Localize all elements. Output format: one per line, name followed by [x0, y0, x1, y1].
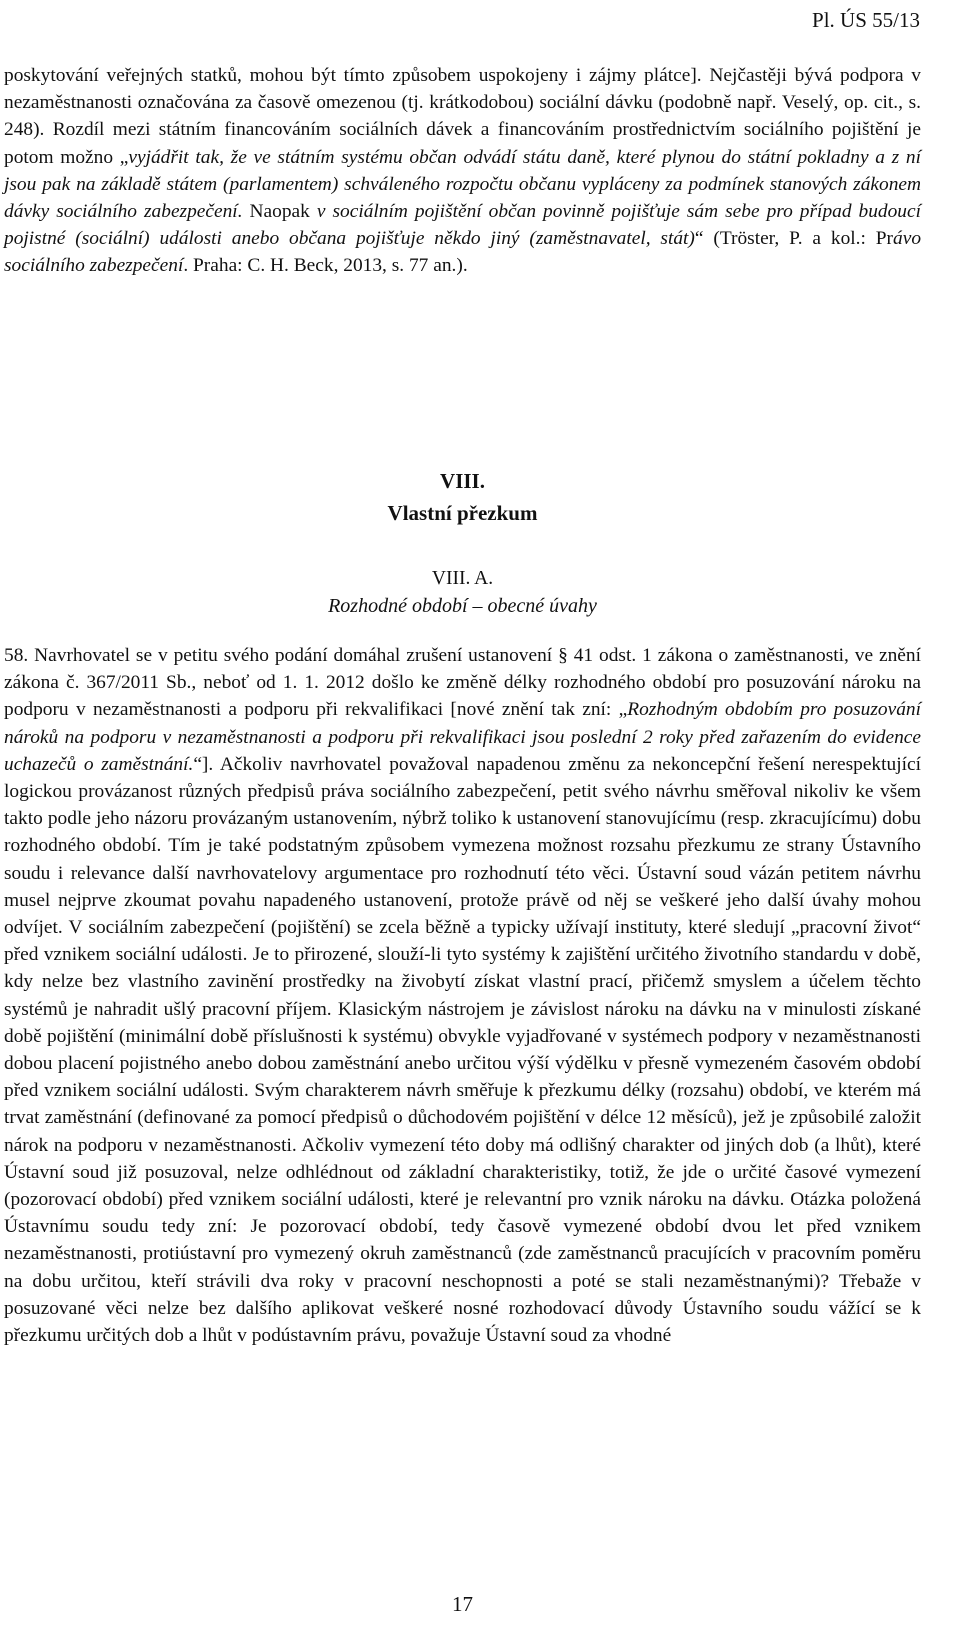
intro-text-2: Naopak [242, 201, 317, 223]
subsection-number: VIII. A. [431, 568, 494, 589]
subsection-title: Rozhodné období – obecné úvahy [328, 595, 597, 617]
intro-book-title: ávo sociálního zabezpečení [4, 228, 922, 277]
paragraph-58-text-1: 58. Navrhovatel se v petitu svého podání domáhal zrušení ustanovení § 41 odst. 1 zákona o zaměstnanosti, ve znění zákona č. 367/2011 Sb., neboť od 1. 1. 2012 došlo ke změně délky rozhodného období pro posuzování nároku na podporu v nezaměstnanosti a podporu při rekvalifikaci [nové znění tak zní: „ [4, 645, 921, 721]
intro-text-3: “ (Tröster, P. a kol.: Pr [694, 228, 894, 250]
intro-text-4: . Praha: C. H. Beck, 2013, s. 77 an.). [183, 255, 468, 277]
page-number: 17 [452, 1592, 473, 1616]
section-title: Vlastní přezkum [387, 501, 538, 525]
intro-text-1: poskytování veřejných statků, mohou být tímto způsobem uspokojeny i zájmy plátce]. Nejčastěji bývá podpora v nezaměstnanosti označována za časově omezenou (tj. krátkodobou) sociální dávku (podobně např. Veselý, op. cit., s. 248). Rozdíl mezi státním financováním sociálních dávek a financováním prostřednictvím sociálního pojištění je potom možno „ [4, 65, 921, 168]
paragraph-58-quote: Rozhodným obdobím pro posuzování nároků na podporu v nezaměstnanosti a podporu při rekvalifikaci jsou poslední 2 roky před zařazením do evidence uchazečů o zaměstnání. [4, 699, 921, 775]
section-number: VIII. [440, 469, 485, 493]
paragraph-58-text-2: “]. Ačkoliv navrhovatel považoval napadenou změnu za nekoncepční řešení nerespektující logickou provázanost různých předpisů práva sociálního zabezpečení, petit svého návrhu směřoval nikoliv ke všem takto podle jeho názoru provázaným ustanovením, nýbrž toliko k ustanovení stanovujícímu (resp. zkracujícímu) dobu rozhodného období. Tím je také podstatným způsobem vymezena možnost rozsahu přezkumu ze strany Ústavního soudu i relevance další navrhovatelovy argumentace pro rozhodnutí této věci. Ústavní soud vázán petitem návrhu musel nejprve zkoumat povahu napadeného ustanovení, protože právě od něj se veškeré jeho další úvahy mohou odvíjet. V sociálním zabezpečení (pojištění) se zcela běžně a typicky užívají instituty, které sledují „pracovní život“ před vznikem sociální události. Je to přirozené, slouží-li tyto systémy k zajištění určitého životního standardu v době, kdy nelze bez vlastního zavinění prostředky na živobytí získat vlastní prací, přičemž smyslem a účelem těchto systémů je nahradit ušlý pracovní příjem. Klasickým nástrojem je závislost nároku na dávku na v minulosti získané době pojištění (minimální době příslušnosti k systému) obvykle vyjadřované v systémech podpory v nezaměstnanosti dobou placení pojistného anebo dobou zaměstnání anebo určitou výší výdělku v přesně vymezeném časovém období před vznikem sociální události. Svým charakterem návrh směřuje k přezkumu délky (rozsahu) období, ve kterém má trvat zaměstnání (definované za pomocí předpisů o důchodovém pojištění v délce 12 měsíců), jež je způsobilé založit nárok na podporu v nezaměstnanosti. Ačkoliv vymezení této doby má odlišný charakter od jiných dob (a lhůt), které Ústavní soud již posuzoval, nelze odhlédnout od základní charakteristiky, totiž, že jde o určité časové vymezení (pozorovací období) před vznikem sociální události, které je relevantní pro vznik nároku na dávku. Otázka položená Ústavnímu soudu tedy zní: Je pozorovací období, tedy časově vymezené období dvou let před vznikem nezaměstnanosti, protiústavní pro vymezený okruh zaměstnanců (zde zaměstnanců pracujících v pracovním poměru na dobu určitou, kteří strávili dva roky v pracovní neschopnosti a poté se stali nezaměstnanými)? Třebaže v posuzované věci nelze bez dalšího aplikovat veškeré nosné rozhodovací důvody Ústavního soudu vážící se k přezkumu určitých dob a lhůt v podústavním právu, považuje Ústavní soud za vhodné [4, 753, 921, 1347]
intro-paragraph-text [4, 62, 921, 280]
intro-paragraph [4, 62, 921, 280]
case-reference: Pl. ÚS 55/13 [812, 8, 920, 32]
paragraph-58 [4, 642, 921, 1349]
intro-quote-1: vyjádřit tak, že ve státním systému občan odvádí státu daně, které plynou do státní pokladny a z ní jsou pak na základě státem (parlamentem) schváleného rozpočtu občanu vypláceny za podmínek stanových zákonem dávky sociálního zabezpečení. [4, 146, 922, 223]
intro-quote-2: v sociálním pojištění občan povinně pojišťuje sám sebe pro případ budoucí pojistné (sociální) události anebo občana pojišťuje někdo jiný (zaměstnavatel, stát) [4, 201, 921, 250]
paragraph-58-text [4, 642, 921, 1349]
